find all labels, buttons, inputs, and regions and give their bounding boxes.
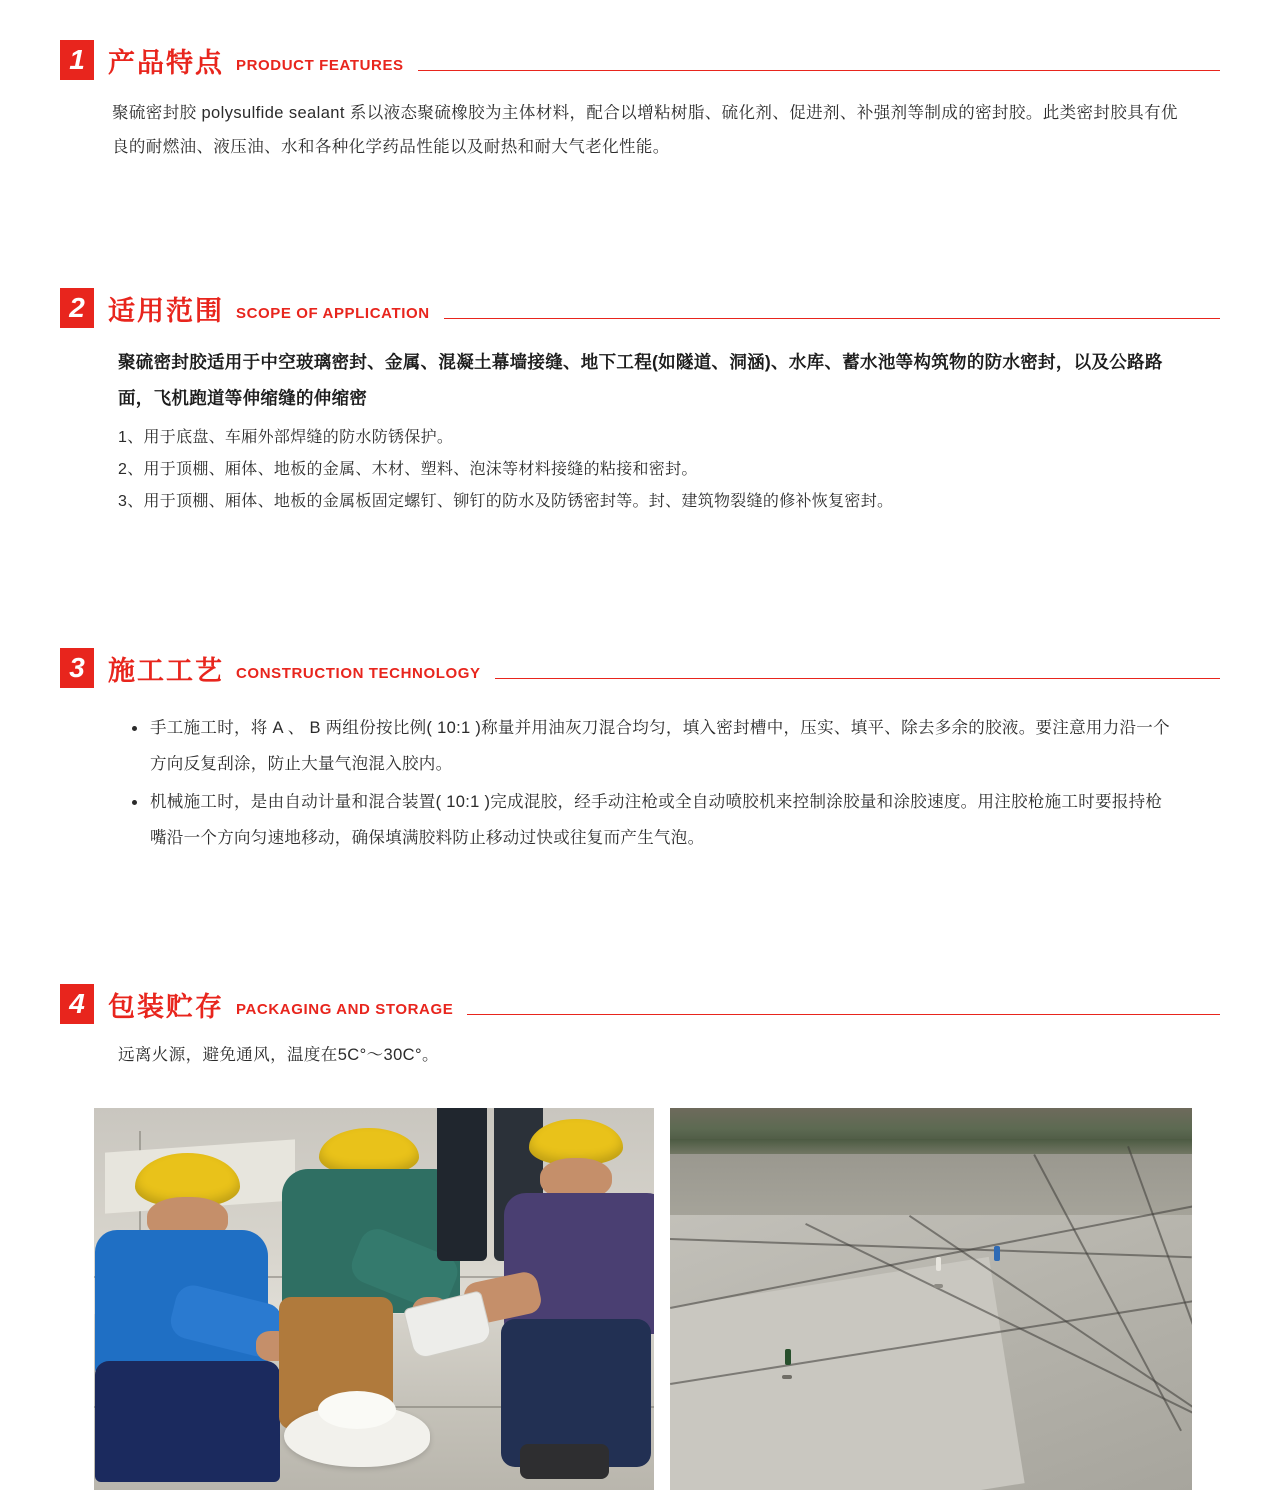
paragraph: 聚硫密封胶 polysulfide sealant 系以液态聚硫橡胶为主体材料，配合以增粘树脂、硫化剂、促进剂、补强剂等制成的密封胶。此类密封胶具有优良的耐燃油、液压油、水和各种化学药品性能以及耐热和耐大气老化性能。 <box>112 104 1178 156</box>
photo-gallery <box>0 1108 1280 1490</box>
section-divider-rule <box>444 318 1220 319</box>
section-body <box>60 96 1220 164</box>
section-packaging-and-storage <box>0 978 1280 1072</box>
concrete-slope-photo <box>670 1108 1192 1490</box>
section-title-cn: 施工工艺 <box>108 656 224 686</box>
lead-paragraph: 聚硫密封胶适用于中空玻璃密封、金属、混凝土幕墙接缝、地下工程(如隧道、洞涵)、水库、蓄水池等构筑物的防水密封，以及公路路面，飞机跑道等伸缩缝的伸缩密 <box>118 352 1163 408</box>
section-number-badge: 3 <box>60 648 94 688</box>
bullet-list <box>124 710 1172 856</box>
section-product-features <box>0 0 1280 164</box>
worker-figure <box>934 1284 943 1288</box>
section-divider-rule <box>467 1014 1220 1015</box>
section-scope-of-application <box>0 282 1280 518</box>
list-item: 3、用于顶棚、厢体、地板的金属板固定螺钉、铆钉的防水及防锈密封等。封、建筑物裂缝的修补恢复密封。 <box>118 493 894 510</box>
section-title-cn: 产品特点 <box>108 48 224 78</box>
worker-figure <box>782 1375 792 1379</box>
section-title-en: PACKAGING AND STORAGE <box>236 1001 454 1018</box>
list-item: 2、用于顶棚、厢体、地板的金属、木材、塑料、泡沫等材料接缝的粘接和密封。 <box>118 461 698 478</box>
worker-figure <box>785 1349 791 1365</box>
spacer <box>0 518 1280 642</box>
section-body <box>60 344 1220 518</box>
worker-figure <box>936 1257 941 1271</box>
section-body <box>60 1038 1220 1072</box>
spacer <box>0 858 1280 978</box>
section-number-badge: 4 <box>60 984 94 1024</box>
section-divider-rule <box>495 678 1220 679</box>
spacer <box>0 164 1280 282</box>
section-title-en: PRODUCT FEATURES <box>236 57 404 74</box>
section-header <box>60 642 1220 688</box>
list-item: 机械施工时，是由自动计量和混合装置( 10:1 )完成混胶，经手动注枪或全自动喷胶机来控制涂胶量和涂胶速度。用注胶枪施工时要报持枪嘴沿一个方向匀速地移动，确保填满胶料防止移动过快或往复而产生气泡。 <box>146 784 1172 856</box>
worker-figure <box>994 1246 1000 1261</box>
section-body <box>60 710 1220 856</box>
section-header <box>60 282 1220 328</box>
workers-mixing-sealant-photo <box>94 1108 654 1490</box>
section-title-cn: 适用范围 <box>108 296 224 326</box>
list-item: 手工施工时，将 A 、 B 两组份按比例( 10:1 )称量并用油灰刀混合均匀，填入密封槽中，压实、填平、除去多余的胶液。要注意用力沿一个方向反复刮涂，防止大量气泡混入胶内。 <box>146 710 1172 782</box>
section-header <box>60 34 1220 80</box>
section-title-en: CONSTRUCTION TECHNOLOGY <box>236 665 481 682</box>
section-divider-rule <box>418 70 1220 71</box>
list-item: 1、用于底盘、车厢外部焊缝的防水防锈保护。 <box>118 429 454 446</box>
section-header <box>60 978 1220 1024</box>
section-construction-technology <box>0 642 1280 856</box>
section-number-badge: 2 <box>60 288 94 328</box>
paragraph: 远离火源，避免通风，温度在5C°～30C°。 <box>118 1046 439 1064</box>
section-title-en: SCOPE OF APPLICATION <box>236 305 430 322</box>
section-number-badge: 1 <box>60 40 94 80</box>
section-title-cn: 包装贮存 <box>108 992 224 1022</box>
